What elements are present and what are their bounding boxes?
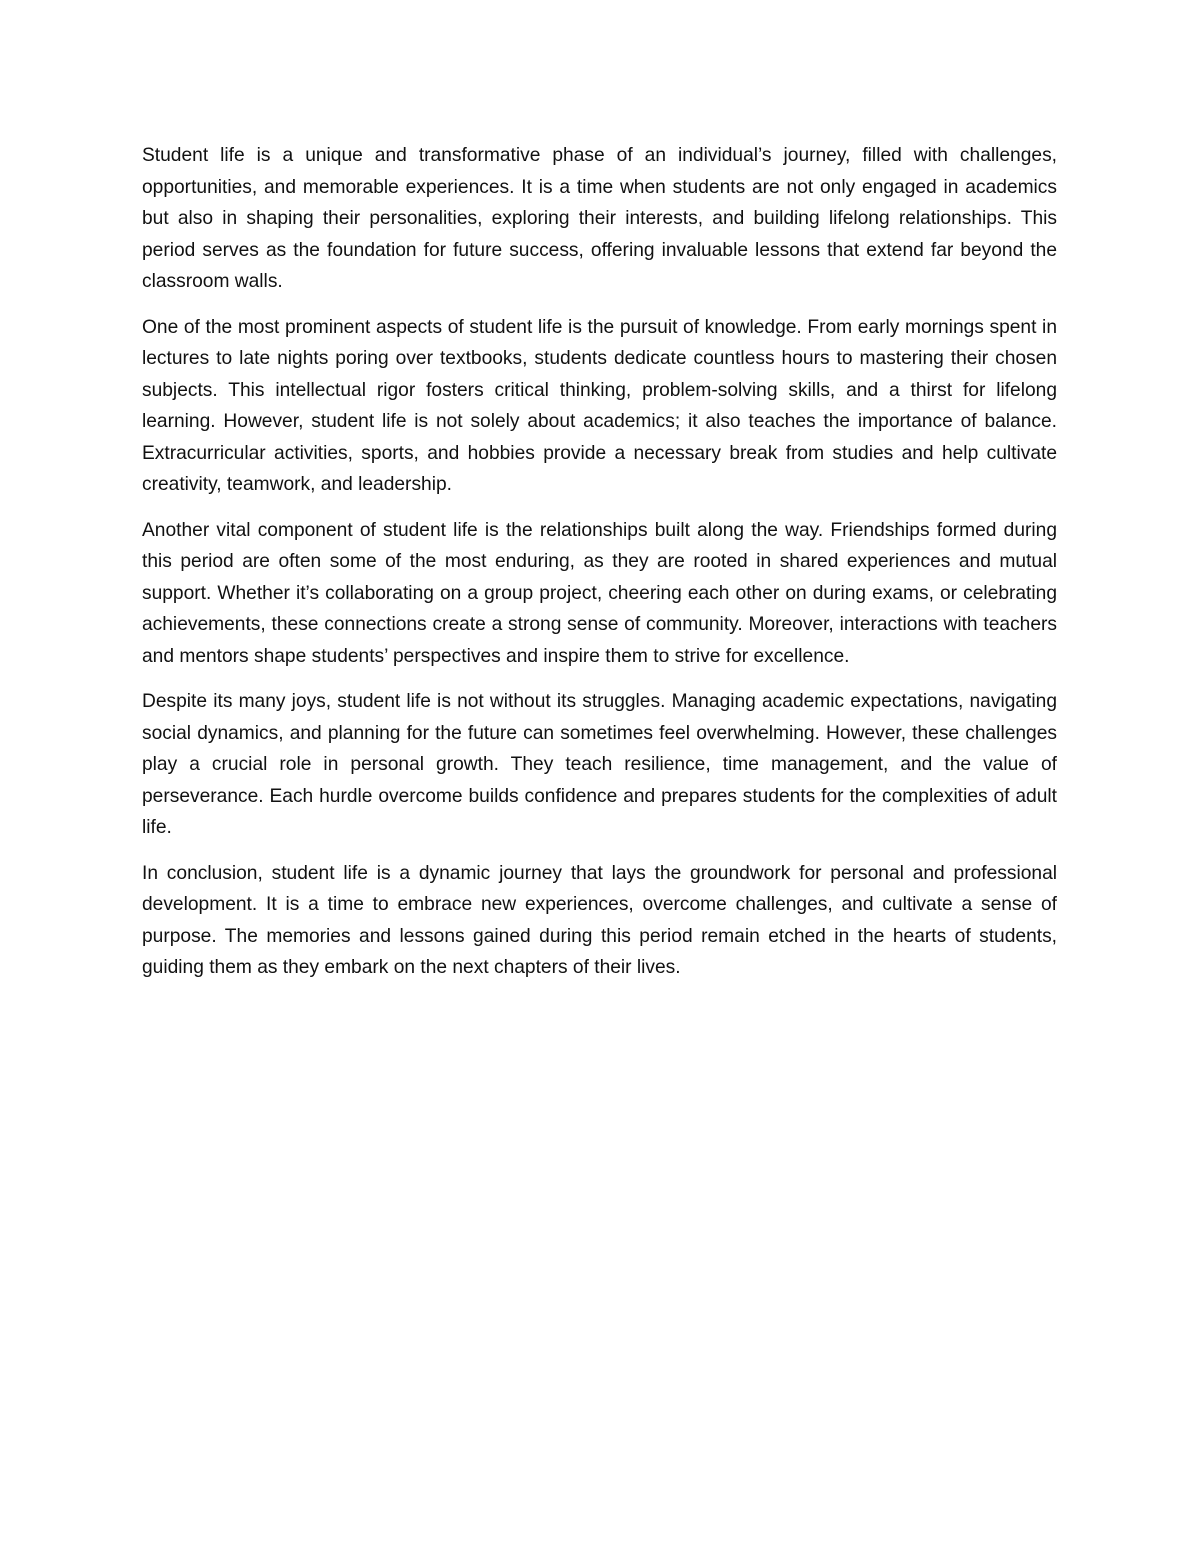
paragraph-conclusion: In conclusion, student life is a dynamic journey that lays the groundwork for personal and professional development. It is a time to embrace new experiences, overcome challenges, and cultivate a sense of purpose. The memories and lessons gained during this period remain etched in the hearts of students, guiding them as they embark on the next chapters of their lives.: [142, 862, 1057, 978]
document-body: [142, 140, 1057, 984]
paragraph-struggles: Despite its many joys, student life is not without its struggles. Managing academic expectations, navigating social dynamics, and planning for the future can sometimes feel overwhelming. However, these challenges play a crucial role in personal growth. They teach resilience, time management, and the value of perseverance. Each hurdle overcome builds confidence and prepares students for the complexities of adult life.: [142, 691, 1057, 838]
paragraph-knowledge: One of the most prominent aspects of student life is the pursuit of knowledge. From early mornings spent in lectures to late nights poring over textbooks, students dedicate countless hours to mastering their chosen subjects. This intellectual rigor fosters critical thinking, problem-solving skills, and a thirst for lifelong learning. However, student life is not solely about academics; it also teaches the importance of balance. Extracurricular activities, sports, and hobbies provide a necessary break from studies and help cultivate creativity, teamwork, and leadership.: [142, 316, 1057, 495]
paragraph-relationships: Another vital component of student life is the relationships built along the way. Friendships formed during this period are often some of the most enduring, as they are rooted in shared experiences and mutual support. Whether it’s collaborating on a group project, cheering each other on during exams, or celebrating achievements, these connections create a strong sense of community. Moreover, interactions with teachers and mentors shape students’ perspectives and inspire them to strive for excellence.: [142, 519, 1057, 667]
paragraph-intro: Student life is a unique and transformative phase of an individual’s journey, filled with challenges, opportunities, and memorable experiences. It is a time when students are not only engaged in academics but also in shaping their personalities, exploring their interests, and building lifelong relationships. This period serves as the foundation for future success, offering invaluable lessons that extend far beyond the classroom walls.: [142, 145, 1057, 292]
